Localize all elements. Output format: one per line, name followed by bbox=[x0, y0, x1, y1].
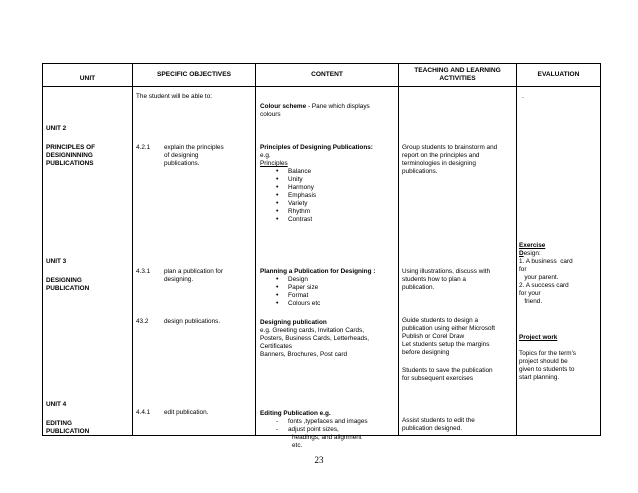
designing-line-2: Posters, Business Cards, Letterheads, bbox=[260, 335, 370, 342]
list-item: • Harmony bbox=[260, 184, 390, 192]
table-header-row bbox=[43, 64, 601, 87]
objective-1-line-2: of designing bbox=[164, 152, 199, 159]
activity-3-line-1: Guide students to design a bbox=[402, 317, 479, 324]
planning-heading: Planning a Publication for Designing : bbox=[260, 268, 376, 275]
exercise-item-6: friend. bbox=[519, 298, 543, 305]
designing-line-1: e.g. Greeting cards, Invitation Cards, bbox=[260, 327, 365, 334]
exercise-item-3: your parent. bbox=[519, 274, 559, 281]
list-item: • Format bbox=[260, 292, 390, 300]
activity-3-line-7: for subsequent exercises bbox=[402, 375, 474, 382]
evaluation-cell bbox=[517, 87, 601, 436]
activity-3-line-6: Students to save the publication bbox=[402, 367, 493, 374]
activity-3-line-4: Let students setup the margins bbox=[402, 341, 490, 348]
activity-4-line-1: Assist students to edit the bbox=[402, 417, 475, 424]
objective-4-number: 4.4.1 bbox=[136, 409, 151, 416]
list-item: • Rhythm bbox=[260, 208, 390, 216]
list-item: • Balance bbox=[260, 168, 390, 176]
page-number: 23 bbox=[314, 455, 324, 465]
designing-line-4: Banners, Brochures, Post card bbox=[260, 351, 348, 358]
list-item: • Paper size bbox=[260, 284, 390, 292]
objectives-cell bbox=[133, 87, 256, 436]
list-item: • Contrast bbox=[260, 216, 390, 224]
objectives-intro: The student will be able to: bbox=[136, 93, 213, 100]
unit3-title-2: PUBLICATION bbox=[46, 285, 90, 292]
activity-1-line-1: Group students to brainstorm and bbox=[402, 144, 498, 151]
activity-1-line-2: report on the principles and bbox=[402, 152, 480, 159]
activity-3-line-3: Publish or Corel Draw bbox=[402, 333, 465, 340]
designing-heading: Designing publication bbox=[260, 319, 327, 326]
unit-cell bbox=[43, 87, 133, 436]
unit2-title-1: PRINCIPLES OF bbox=[46, 144, 96, 151]
designing-line-3: Certificates bbox=[260, 343, 292, 350]
colour-scheme-line: Colour scheme - Pane which displays bbox=[260, 103, 370, 110]
editing-heading: Editing Publication e.g. bbox=[260, 410, 331, 417]
exercise-heading: Exercise bbox=[519, 242, 546, 249]
activity-2-line-2: students how to plan a bbox=[402, 276, 466, 283]
unit4-code: UNIT 4 bbox=[46, 401, 67, 408]
principles-heading: Principles of Designing Publications: bbox=[260, 144, 373, 151]
list-item: • Emphasis bbox=[260, 192, 390, 200]
header-unit: UNIT bbox=[43, 64, 133, 87]
table-body-row bbox=[43, 87, 601, 436]
evaluation-dot: . bbox=[522, 93, 524, 100]
unit2-code: UNIT 2 bbox=[46, 125, 67, 132]
objective-1-number: 4.2.1 bbox=[136, 144, 151, 151]
activities-cell bbox=[399, 87, 517, 436]
activity-3-line-2: publication using either Microsoft bbox=[402, 325, 496, 332]
activity-2-line-3: publication. bbox=[402, 284, 435, 291]
list-item: - adjust point sizes, bbox=[260, 426, 395, 434]
objective-4-line-1: edit publication. bbox=[164, 409, 209, 416]
objective-3-line-1: design publications. bbox=[164, 318, 221, 325]
exercise-item-2: for bbox=[519, 266, 527, 273]
objective-2-number: 4.3.1 bbox=[136, 268, 151, 275]
unit2-title-3: PUBLICATIONS bbox=[46, 160, 94, 167]
principles-eg: e.g. bbox=[260, 152, 271, 159]
header-content: CONTENT bbox=[256, 64, 399, 87]
list-item: - fonts ,typefaces and images bbox=[260, 418, 395, 426]
editing-continuation-1: headings, and alignment bbox=[292, 434, 362, 441]
colour-scheme-line-2: colours bbox=[260, 111, 281, 118]
activity-3-line-5: before designing bbox=[402, 349, 450, 356]
project-line-4: start planning. bbox=[519, 374, 560, 381]
project-work-heading: Project work bbox=[519, 334, 558, 341]
exercise-item-1: 1. A business card bbox=[519, 258, 573, 265]
unit2-title-2: DESIGNINNING bbox=[46, 152, 93, 159]
list-item: • Colours etc bbox=[260, 300, 390, 308]
project-line-2: project should be bbox=[519, 358, 568, 365]
editing-list bbox=[260, 418, 395, 434]
objective-3-number: 43.2 bbox=[136, 318, 149, 325]
content-cell bbox=[256, 87, 399, 449]
header-evaluation: EVALUATION bbox=[517, 64, 601, 87]
syllabus-table bbox=[42, 63, 601, 449]
objective-2-line-1: plan a publication for bbox=[164, 268, 223, 275]
list-item: • Design bbox=[260, 276, 390, 284]
objective-2-line-2: designing. bbox=[164, 276, 194, 283]
exercise-item-4: 2. A success card bbox=[519, 282, 569, 289]
objective-1-line-3: publications. bbox=[164, 160, 200, 167]
unit4-title-2: PUBLICATION bbox=[46, 428, 90, 435]
principles-label: Principles bbox=[260, 160, 288, 167]
header-activities: TEACHING AND LEARNING ACTIVITIES bbox=[399, 64, 517, 87]
project-line-1: Topics for the term's bbox=[519, 350, 576, 357]
unit3-title-1: DESIGNING bbox=[46, 277, 82, 284]
exercise-item-5: for your bbox=[519, 290, 541, 297]
objective-1-line-1: explain the principles bbox=[164, 144, 224, 151]
list-item: • Unity bbox=[260, 176, 390, 184]
list-item: • Variety bbox=[260, 200, 390, 208]
principles-list bbox=[260, 168, 390, 224]
design-label: Design: bbox=[519, 250, 541, 257]
editing-continuation-2: etc. bbox=[292, 442, 303, 449]
activity-4-line-2: publication designed. bbox=[402, 425, 463, 432]
unit3-code: UNIT 3 bbox=[46, 258, 67, 265]
activity-1-line-3: terminologies in designing bbox=[402, 160, 476, 167]
project-line-3: given to students to bbox=[519, 366, 575, 373]
planning-list bbox=[260, 276, 390, 308]
activity-1-line-4: publications. bbox=[402, 168, 438, 175]
unit4-title-1: EDITING bbox=[46, 420, 72, 427]
activity-2-line-1: Using illustrations, discuss with bbox=[402, 268, 491, 275]
header-objectives: SPECIFIC OBJECTIVES bbox=[133, 64, 256, 87]
